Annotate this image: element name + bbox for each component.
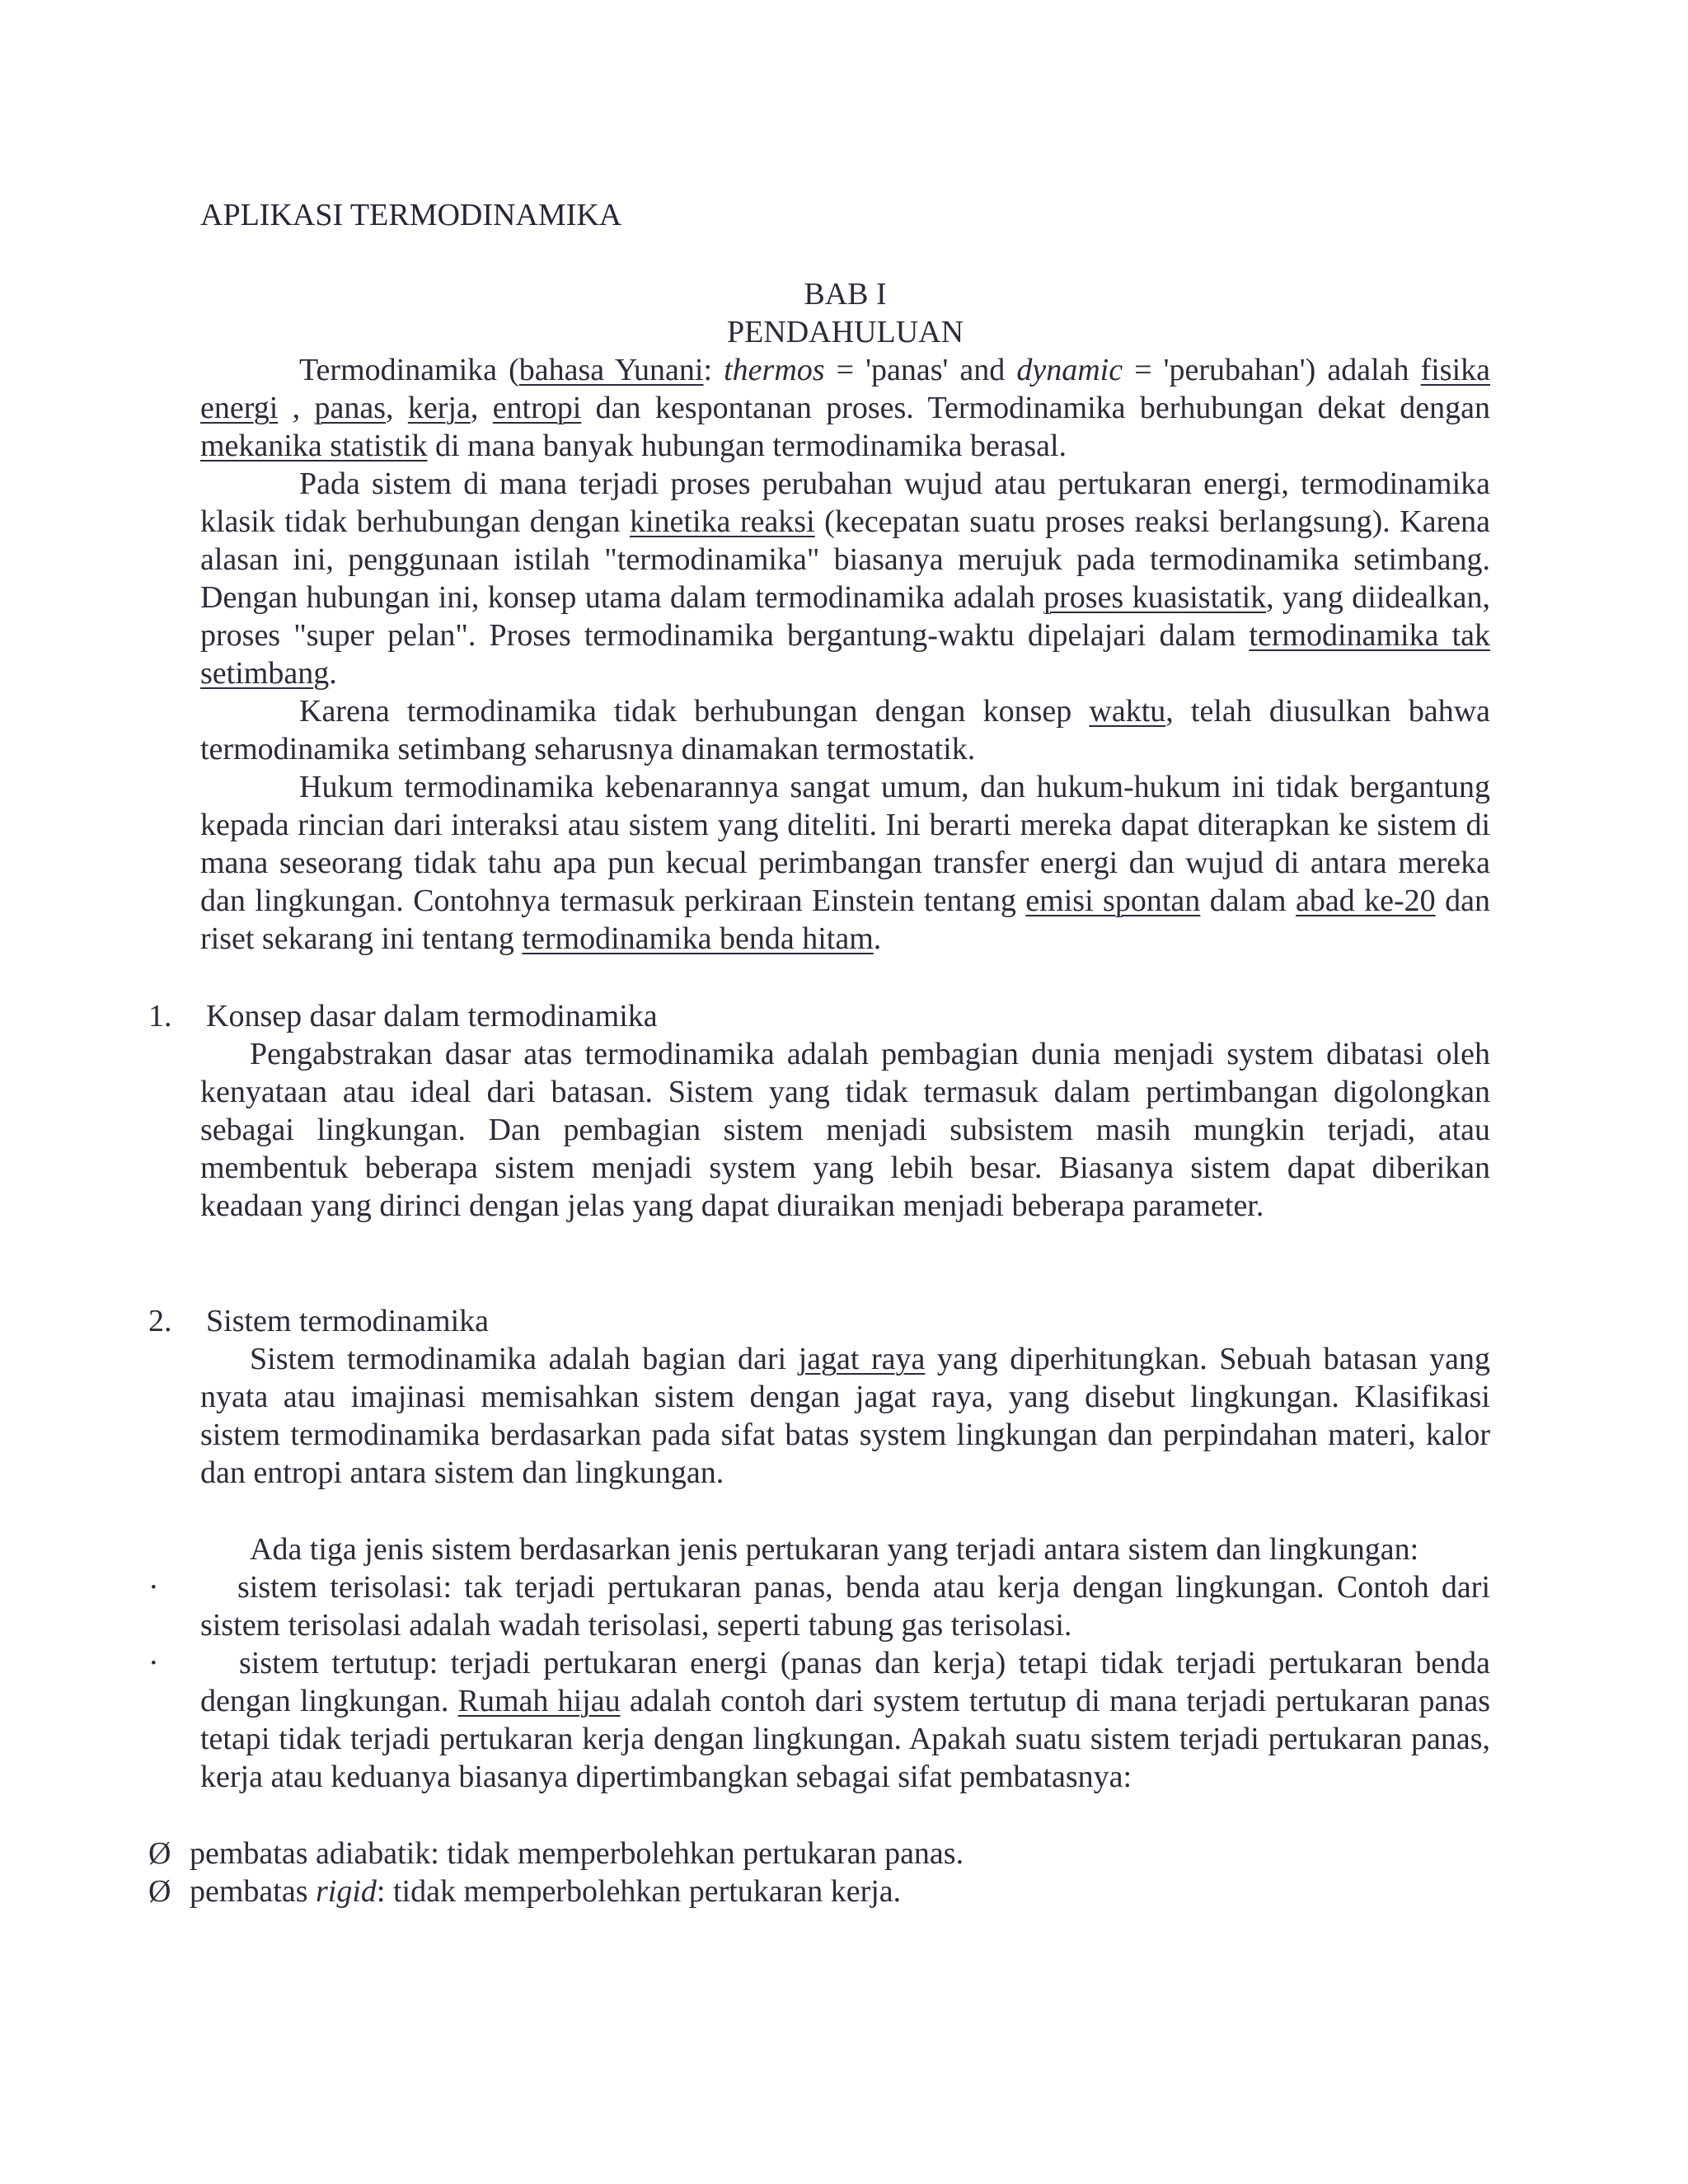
link-kerja[interactable]: kerja xyxy=(407,391,471,425)
chapter-title: PENDAHULUAN xyxy=(726,315,964,349)
link-kinetika-reaksi[interactable]: kinetika reaksi xyxy=(629,504,815,539)
intro-section xyxy=(200,351,1490,958)
link-proses-kuasistatik[interactable]: proses kuasistatik xyxy=(1043,580,1267,615)
link-entropi[interactable]: entropi xyxy=(492,391,582,425)
section-2-body xyxy=(200,1340,1490,1492)
link-energi[interactable]: energi xyxy=(200,391,279,425)
bullet-marker: · xyxy=(148,1646,159,1680)
link-bahasa-yunani[interactable]: bahasa Yunani xyxy=(518,353,704,387)
adiabatic-boundary-text: pembatas adiabatik: tidak memperbolehkan pertukaran panas. xyxy=(190,1836,964,1871)
section-1-heading xyxy=(148,997,658,1035)
link-panas[interactable]: panas xyxy=(314,391,387,425)
section-2-heading xyxy=(148,1302,489,1340)
list-item: Ø pembatas rigid: tidak memperbolehkan pertukaran kerja. xyxy=(148,1874,902,1909)
system-types-intro: Ada tiga jenis sistem berdasarkan jenis pertukaran yang terjadi antara sistem dan lingkungan: xyxy=(250,1532,1419,1567)
bullet-marker: · xyxy=(148,1570,159,1605)
list-item xyxy=(148,1835,964,1872)
chapter-heading xyxy=(200,275,1490,351)
section-2-title: Sistem termodinamika xyxy=(206,1304,490,1338)
section-1-number: 1. xyxy=(148,999,172,1033)
document-title: APLIKASI TERMODINAMIKA xyxy=(200,198,622,232)
bullet-text-isolated-system: sistem terisolasi: tak terjadi pertukaran panas, benda atau kerja dengan lingkungan. Contoh dari sistem terisolasi adalah wadah terisolasi, seperti tabung gas terisolasi. xyxy=(200,1570,1490,1643)
link-waktu[interactable]: waktu xyxy=(1089,694,1166,729)
link-fisika[interactable]: fisika xyxy=(1420,353,1491,387)
link-mekanika-statistik[interactable]: mekanika statistik xyxy=(200,429,428,463)
arrow-bullet-icon: Ø xyxy=(148,1874,171,1909)
section-1-body xyxy=(200,1035,1490,1225)
section-1-paragraph: Pengabstrakan dasar atas termodinamika adalah pembagian dunia menjadi system dibatasi oleh kenyataan atau ideal dari batasan. Sistem yang tidak termasuk dalam pertimbangan digolongkan sebagai lingkungan. Dan pembagian sistem menjadi subsistem masih mungkin terjadi, atau membentuk beberapa sistem menjadi system yang lebih besar. Biasanya sistem dapat diberikan keadaan yang dirinci dengan jelas yang dapat diuraikan menjadi beberapa parameter. xyxy=(200,1037,1490,1223)
link-abad-ke-20[interactable]: abad ke-20 xyxy=(1296,883,1436,918)
chapter-number: BAB I xyxy=(804,277,887,312)
arrow-bullet-icon: Ø xyxy=(148,1836,171,1871)
intro-paragraph-1: Termodinamika (bahasa Yunani: thermos = 'panas' and dynamic = 'perubahan') adalah fisika energi , panas, kerja, entropi dan kespontanan proses. Termodinamika berhubungan dekat dengan mekanika statistik di mana banyak hubungan termodinamika berasal. xyxy=(200,353,1491,463)
section-2-number: 2. xyxy=(148,1304,172,1338)
bullet-text-closed-system: sistem tertutup: terjadi pertukaran energi (panas dan kerja) tetapi tidak terjadi pertukaran benda dengan lingkungan. Rumah hijau adalah contoh dari system tertutup di mana terjadi pertukaran panas tetapi tidak terjadi pertukaran kerja dengan lingkungan. Apakah suatu sistem terjadi pertukaran panas, kerja atau keduanya biasanya dipertimbangkan sebagai sifat pembatasnya: xyxy=(200,1646,1490,1794)
intro-paragraph-3: Karena termodinamika tidak berhubungan dengan konsep waktu, telah diusulkan bahwa termodinamika setimbang seharusnya dinamakan termostatik. xyxy=(200,694,1491,766)
link-termodinamika-benda-hitam[interactable]: termodinamika benda hitam xyxy=(522,921,874,956)
link-rumah-hijau[interactable]: Rumah hijau xyxy=(457,1684,621,1718)
list-item xyxy=(148,1644,1490,1796)
intro-paragraph-4: Hukum termodinamika kebenarannya sangat umum, dan hukum-hukum ini tidak bergantung kepada rincian dari interaksi atau sistem yang diteliti. Ini berarti mereka dapat diterapkan ke sistem di mana seseorang tidak tahu apa pun kecual perimbangan transfer energi dan wujud di antara mereka dan lingkungan. Contohnya termasuk perkiraan Einstein tentang emisi spontan dalam abad ke-20 dan riset sekarang ini tentang termodinamika benda hitam. xyxy=(200,770,1490,956)
list-item xyxy=(148,1568,1490,1644)
link-emisi-spontan[interactable]: emisi spontan xyxy=(1025,883,1201,918)
section-1-title: Konsep dasar dalam termodinamika xyxy=(206,999,658,1033)
intro-paragraph-2: Pada sistem di mana terjadi proses perubahan wujud atau pertukaran energi, termodinamika klasik tidak berhubungan dengan kinetika reaksi (kecepatan suatu proses reaksi berlangsung). Karena alasan ini, penggunaan istilah "termodinamika" biasanya merujuk pada termodinamika setimbang. Dengan hubungan ini, konsep utama dalam termodinamika adalah proses kuasistatik, yang diidealkan, proses "super pelan". Proses termodinamika bergantung-waktu dipelajari dalam termodinamika tak setimbang. xyxy=(200,466,1491,691)
section-2-paragraph: Sistem termodinamika adalah bagian dari jagat raya yang diperhitungkan. Sebuah batasan yang nyata atau imajinasi memisahkan sistem dengan jagat raya, yang disebut lingkungan. Klasifikasi sistem termodinamika berdasarkan pada sifat batas system lingkungan dan perpindahan materi, kalor dan entropi antara sistem dan lingkungan. xyxy=(200,1342,1491,1490)
link-jagat-raya[interactable]: jagat raya xyxy=(798,1342,926,1376)
link-termodinamika-tak-setimbang[interactable]: termodinamika tak setimbang xyxy=(200,618,1490,691)
